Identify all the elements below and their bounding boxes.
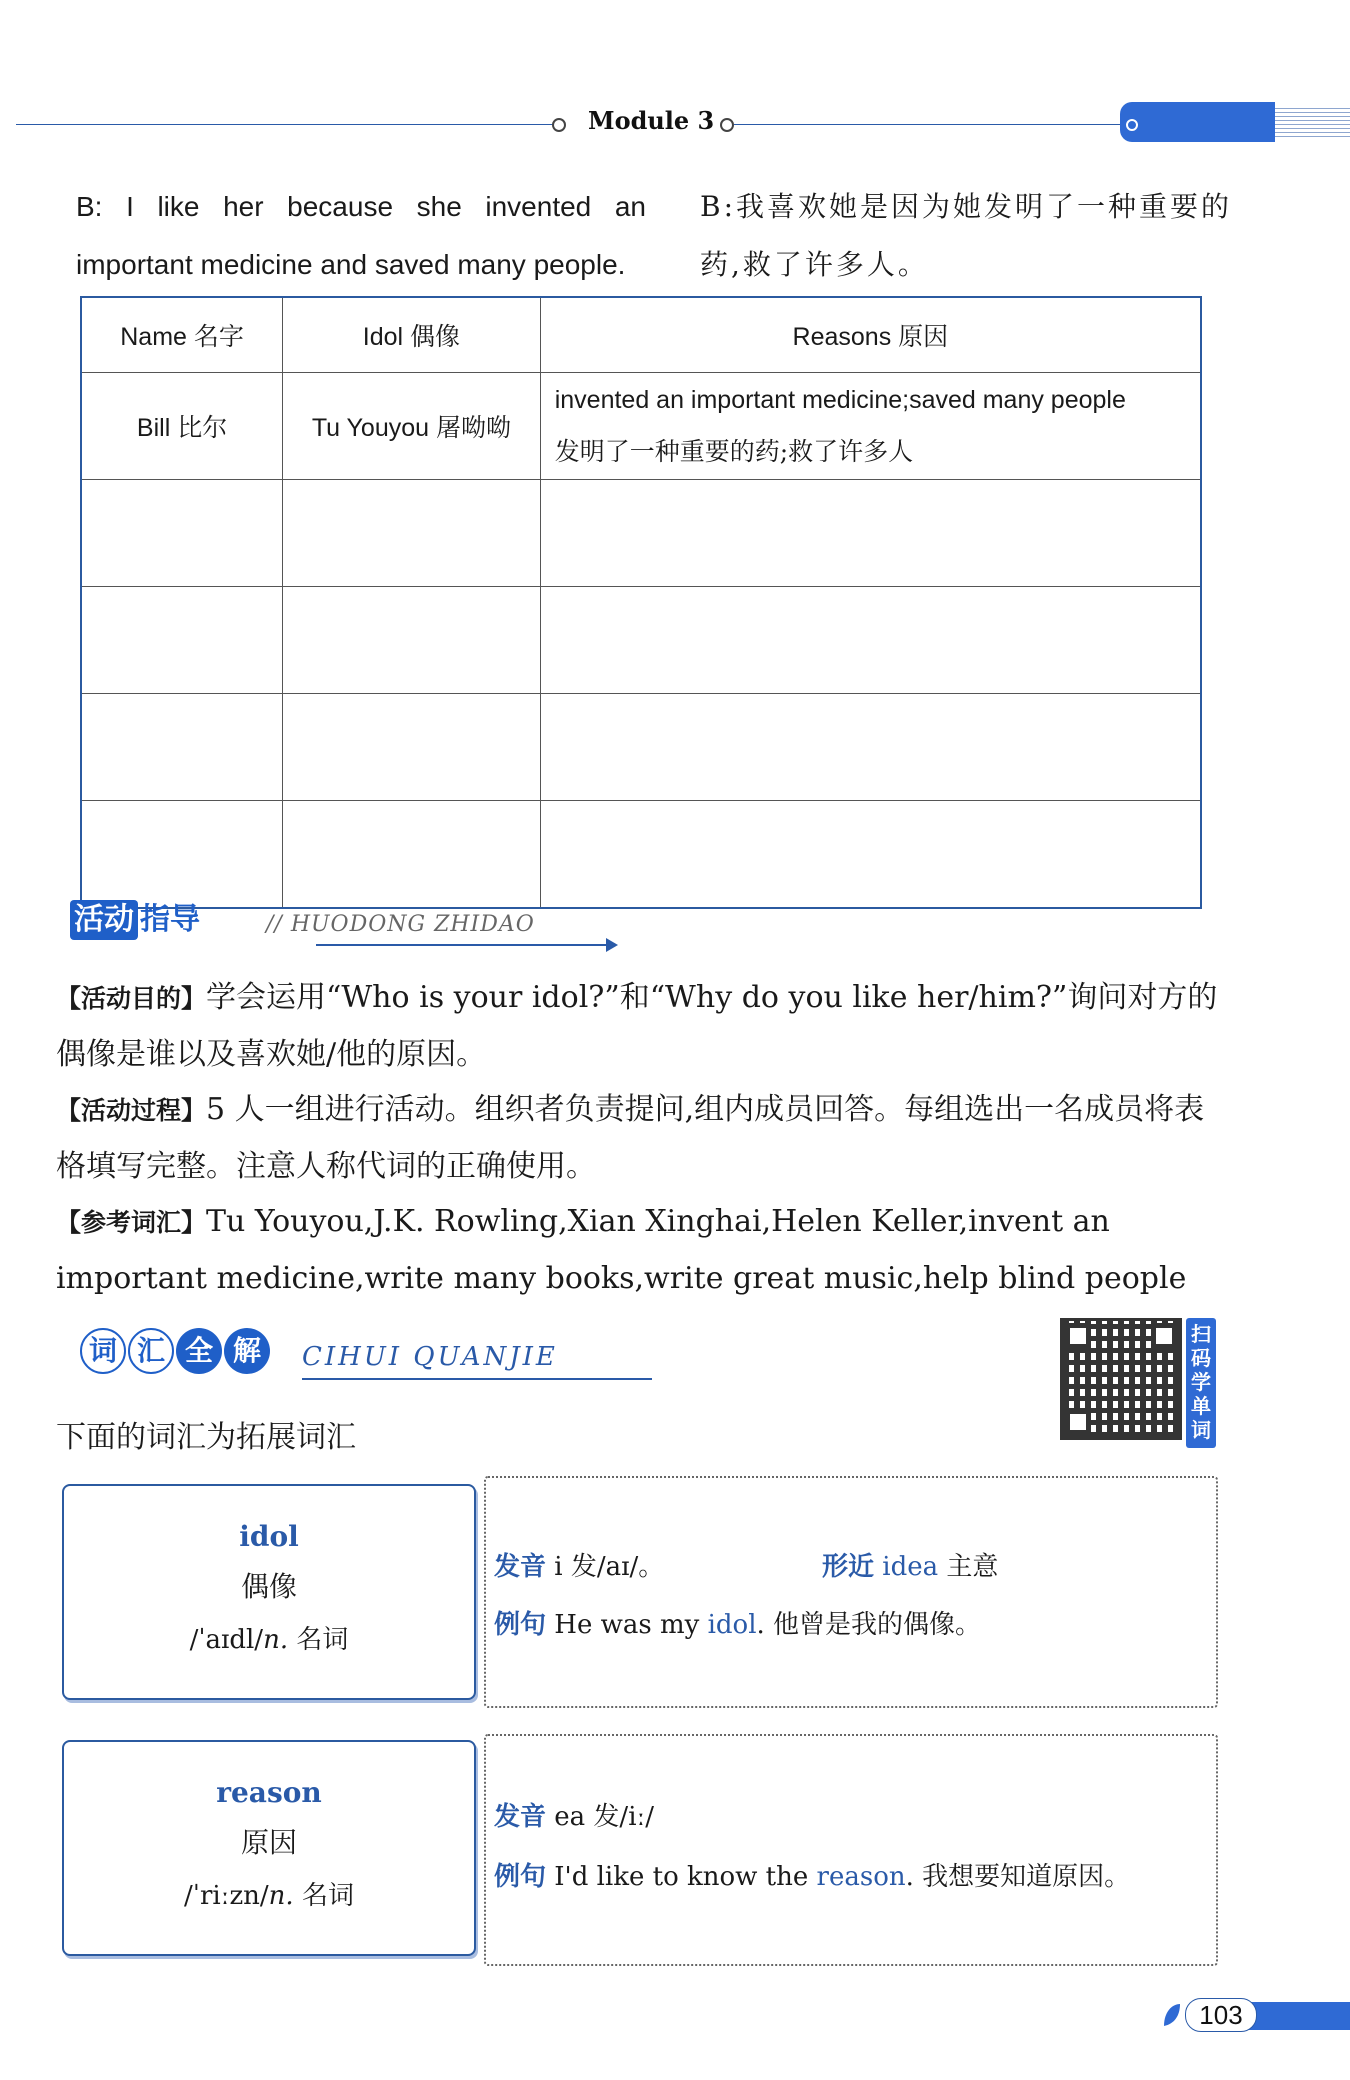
scan-to-learn-label xyxy=(1186,1318,1216,1448)
word-card-reason xyxy=(62,1740,476,1956)
dialogue-chinese: B:我喜欢她是因为她发明了一种重要的药,救了许多人。 xyxy=(700,190,1233,281)
empty-cell[interactable] xyxy=(81,587,283,694)
pronunciation-label: 发音 xyxy=(494,1802,547,1832)
empty-cell[interactable] xyxy=(540,801,1201,909)
cell-name: Bill 比尔 xyxy=(81,373,283,480)
scan-label-char: 词 xyxy=(1191,1418,1211,1442)
word-headword: idol xyxy=(239,1520,299,1553)
header-rule-right xyxy=(734,124,1124,125)
similar-label: 形近 xyxy=(822,1552,875,1582)
empty-cell[interactable] xyxy=(540,480,1201,587)
header-rule-left xyxy=(16,124,556,125)
pronunciation-text: ea 发/iː/ xyxy=(554,1802,655,1832)
table-header-row xyxy=(81,297,1201,373)
vocab-char: 词 xyxy=(80,1328,126,1374)
purpose-text: 学会运用“Who is your idol?”和“Why do you like her/him?”询问对方的偶像是谁以及喜欢她/他的原因。 xyxy=(56,980,1218,1072)
reason-chinese: 发明了一种重要的药;救了许多人 xyxy=(554,437,914,466)
empty-cell[interactable] xyxy=(81,480,283,587)
header-stripes xyxy=(1275,108,1350,138)
word-info-reason xyxy=(484,1734,1218,1966)
reason-english: invented an important medicine;saved many people xyxy=(554,386,1126,414)
word-phonetic xyxy=(64,1875,474,1912)
example-line xyxy=(494,1604,981,1641)
qr-code-icon[interactable] xyxy=(1060,1318,1182,1440)
pronunciation-label: 发音 xyxy=(494,1552,547,1582)
activity-guide-title-b: 指导 xyxy=(140,902,200,937)
table-row-empty xyxy=(81,801,1201,909)
part-of-speech: n. xyxy=(263,1625,289,1655)
process-text: 5 人一组进行活动。组织者负责提问,组内成员回答。每组选出一名成员将表格填写完整。注意人称代词的正确使用。 xyxy=(56,1092,1205,1184)
cell-idol xyxy=(283,373,541,480)
table-row-empty xyxy=(81,587,1201,694)
empty-cell[interactable] xyxy=(81,801,283,909)
vocab-underline xyxy=(302,1378,652,1380)
empty-cell[interactable] xyxy=(283,587,541,694)
table-row xyxy=(81,373,1201,480)
activity-guide-subtitle: // HUODONG ZHIDAO xyxy=(266,912,535,937)
part-of-speech: n. xyxy=(268,1881,294,1911)
empty-cell[interactable] xyxy=(283,801,541,909)
word-card-idol xyxy=(62,1484,476,1700)
header-tab-dot xyxy=(1126,119,1138,131)
pronunciation-line xyxy=(494,1796,654,1833)
example-chinese: . 他曾是我的偶像。 xyxy=(756,1610,982,1640)
vocab-text: Tu Youyou,J.K. Rowling,Xian Xinghai,Helen Keller,invent an important medicine,write many books,write great music,help blind people xyxy=(56,1204,1187,1296)
page-number: 103 xyxy=(1185,1998,1257,2032)
vocab-label: 【参考词汇】 xyxy=(56,1208,207,1237)
table-row-empty xyxy=(81,480,1201,587)
pronunciation-text: i 发/aɪ/。 xyxy=(554,1552,665,1582)
similar-word: idea xyxy=(882,1552,939,1582)
vocab-char: 解 xyxy=(224,1328,270,1374)
empty-cell[interactable] xyxy=(540,694,1201,801)
activity-process xyxy=(56,1082,1221,1195)
arrow-icon xyxy=(316,944,616,946)
leaf-icon xyxy=(1162,2002,1182,2028)
phonetic-text: /ˈriːzn/ xyxy=(184,1881,269,1911)
word-phonetic xyxy=(64,1619,474,1656)
word-headword: reason xyxy=(216,1776,322,1809)
part-of-speech-zh: 名词 xyxy=(296,1625,349,1655)
part-of-speech-zh: 名词 xyxy=(301,1881,354,1911)
empty-cell[interactable] xyxy=(81,694,283,801)
idol-name-zh: 屠呦呦 xyxy=(436,413,512,442)
activity-purpose xyxy=(56,970,1221,1083)
vocab-char: 全 xyxy=(176,1328,222,1374)
table-row-empty xyxy=(81,694,1201,801)
process-label: 【活动过程】 xyxy=(56,1096,207,1125)
example-label: 例句 xyxy=(494,1862,547,1892)
vocab-char: 汇 xyxy=(128,1328,174,1374)
extended-vocab-note: 下面的词汇为拓展词汇 xyxy=(56,1420,356,1455)
header-tab xyxy=(1120,102,1275,142)
activity-guide-banner xyxy=(70,900,535,950)
reference-vocab xyxy=(56,1194,1221,1307)
example-label: 例句 xyxy=(494,1610,547,1640)
empty-cell[interactable] xyxy=(283,480,541,587)
example-english: He was my xyxy=(554,1610,708,1640)
example-keyword: reason xyxy=(816,1862,906,1892)
example-chinese: . 我想要知道原因。 xyxy=(905,1862,1131,1892)
phonetic-text: /ˈaɪdl/ xyxy=(189,1625,264,1655)
scan-label-char: 单 xyxy=(1191,1394,1211,1418)
vocab-banner xyxy=(80,1328,558,1388)
scan-label-char: 码 xyxy=(1191,1346,1211,1370)
dialogue-english: B: I like her because she invented an important medicine and saved many people. xyxy=(76,191,646,280)
word-meaning: 原因 xyxy=(240,1826,297,1859)
activity-guide-subtitle-text: HUODONG ZHIDAO xyxy=(290,912,535,937)
module-title: Module 3 xyxy=(588,106,715,135)
example-keyword: idol xyxy=(707,1610,757,1640)
idol-name-en: Tu Youyou xyxy=(311,414,430,442)
scan-label-char: 学 xyxy=(1191,1370,1211,1394)
similar-word-line xyxy=(822,1546,998,1583)
vocab-subtitle: CIHUI QUANJIE xyxy=(302,1342,558,1372)
header-dot-right xyxy=(720,118,734,132)
word-meaning: 偶像 xyxy=(240,1570,297,1603)
header-dot-left xyxy=(552,118,566,132)
scan-label-char: 扫 xyxy=(1191,1322,1211,1346)
empty-cell[interactable] xyxy=(540,587,1201,694)
header-name: Name 名字 xyxy=(81,297,283,373)
header-idol: Idol 偶像 xyxy=(283,297,541,373)
word-info-idol xyxy=(484,1476,1218,1708)
example-english: I'd like to know the xyxy=(554,1862,817,1892)
purpose-label: 【活动目的】 xyxy=(56,984,207,1013)
idol-survey-table xyxy=(80,296,1202,909)
similar-meaning: 主意 xyxy=(946,1552,999,1582)
empty-cell[interactable] xyxy=(283,694,541,801)
example-line xyxy=(494,1856,1130,1893)
cell-reasons xyxy=(540,373,1201,480)
pronunciation-line xyxy=(494,1546,664,1583)
header-reasons: Reasons 原因 xyxy=(540,297,1201,373)
activity-guide-title-a: 活动 xyxy=(70,900,138,940)
